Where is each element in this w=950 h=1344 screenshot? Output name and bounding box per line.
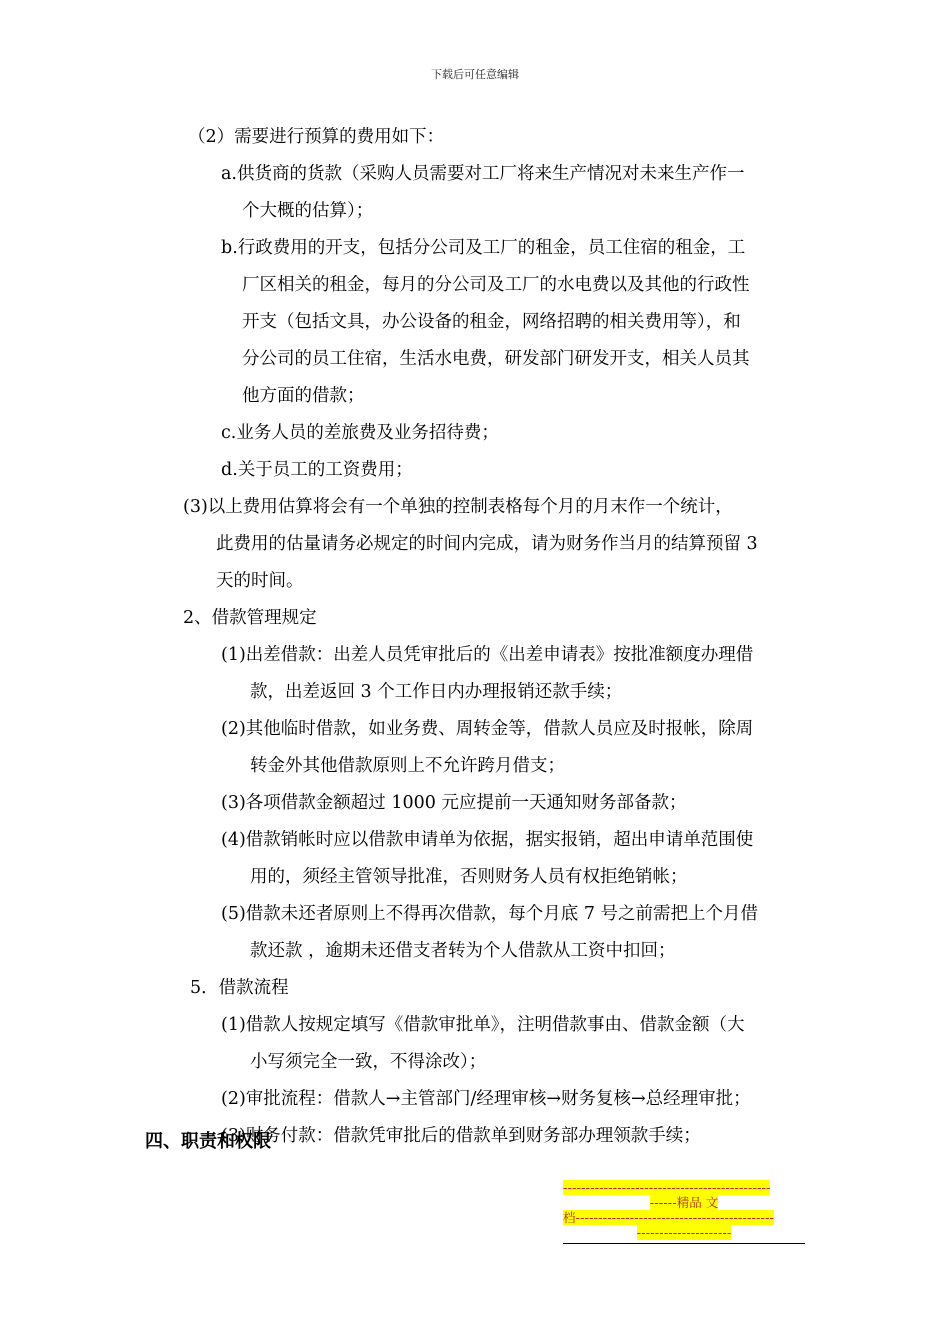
text-line-l04: b.行政费用的开支，包括分公司及工厂的租金，员工住宿的租金，工 xyxy=(221,238,746,258)
text-line-l19: (3)各项借款金额超过 1000 元应提前一天通知财务部备款； xyxy=(221,793,687,813)
section-heading-responsibilities: 四、职责和权限 xyxy=(145,1131,271,1152)
text-line-l18: 转金外其他借款原则上不允许跨月借支； xyxy=(250,756,565,776)
stamp-row-2: ------精品 文 xyxy=(649,1195,719,1210)
text-line-l10: d.关于员工的工资费用； xyxy=(221,460,413,480)
text-line-l25: (1)借款人按规定填写《借款审批单》，注明借款事由、借款金额（大 xyxy=(221,1015,745,1035)
text-line-l24: 5．借款流程 xyxy=(190,978,289,998)
text-line-l02: a.供货商的货款（采购人员需要对工厂将来生产情况对未来生产作一 xyxy=(221,164,745,184)
stamp-row-1: ---------------------------------------------- xyxy=(563,1180,771,1195)
watermark-stamp xyxy=(563,1180,805,1244)
text-line-l17: (2)其他临时借款，如业务费、周转金等，借款人员应及时报帐，除周 xyxy=(221,719,754,739)
text-line-l06: 开支（包括文具，办公设备的租金，网络招聘的相关费用等），和 xyxy=(242,312,741,332)
text-line-l22: (5)借款未还者原则上不得再次借款，每个月底 7 号之前需把上个月借 xyxy=(221,904,759,924)
text-line-l23: 款还款 ，逾期未还借支者转为个人借款从工资中扣回； xyxy=(250,941,676,961)
text-line-l21: 用的，须经主管领导批准，否则财务人员有权拒绝销帐； xyxy=(250,867,688,887)
stamp-row-3: 档-------------------------------------------- xyxy=(563,1210,774,1225)
text-line-l03: 个大概的估算）； xyxy=(242,201,374,221)
text-line-l08: 他方面的借款； xyxy=(242,386,365,406)
text-line-l09: c.业务人员的差旅费及业务招待费； xyxy=(221,423,499,443)
text-line-l01: （2）需要进行预算的费用如下： xyxy=(188,127,445,147)
text-line-l12: 此费用的估量请务必规定的时间内完成，请为财务作当月的结算预留 3 xyxy=(216,534,758,554)
stamp-row-4: --------------------- xyxy=(636,1225,732,1240)
stamp-underline xyxy=(563,1243,805,1244)
text-line-l16: 款，出差返回 3 个工作日内办理报销还款手续； xyxy=(250,682,623,702)
text-line-l26: 小写须完全一致，不得涂改）； xyxy=(250,1052,487,1072)
text-line-l15: (1)出差借款：出差人员凭审批后的《出差申请表》按批准额度办理借 xyxy=(221,645,754,665)
page-header-note: 下载后可任意编辑 xyxy=(431,68,519,81)
text-line-l14: 2、借款管理规定 xyxy=(183,608,317,628)
text-line-l05: 厂区相关的租金，每月的分公司及工厂的水电费以及其他的行政性 xyxy=(242,275,750,295)
text-line-l28: (3)财务付款：借款凭审批后的借款单到财务部办理领款手续； xyxy=(221,1126,701,1146)
text-line-l20: (4)借款销帐时应以借款申请单为依据，据实报销，超出申请单范围使 xyxy=(221,830,754,850)
text-line-l27: (2)审批流程：借款人→主管部门/经理审核→财务复核→总经理审批； xyxy=(221,1089,751,1109)
text-line-l11: (3)以上费用估算将会有一个单独的控制表格每个月的月末作一个统计， xyxy=(183,497,733,517)
text-line-l07: 分公司的员工住宿，生活水电费，研发部门研发开支，相关人员其 xyxy=(242,349,750,369)
text-line-l13: 天的时间。 xyxy=(216,571,304,591)
